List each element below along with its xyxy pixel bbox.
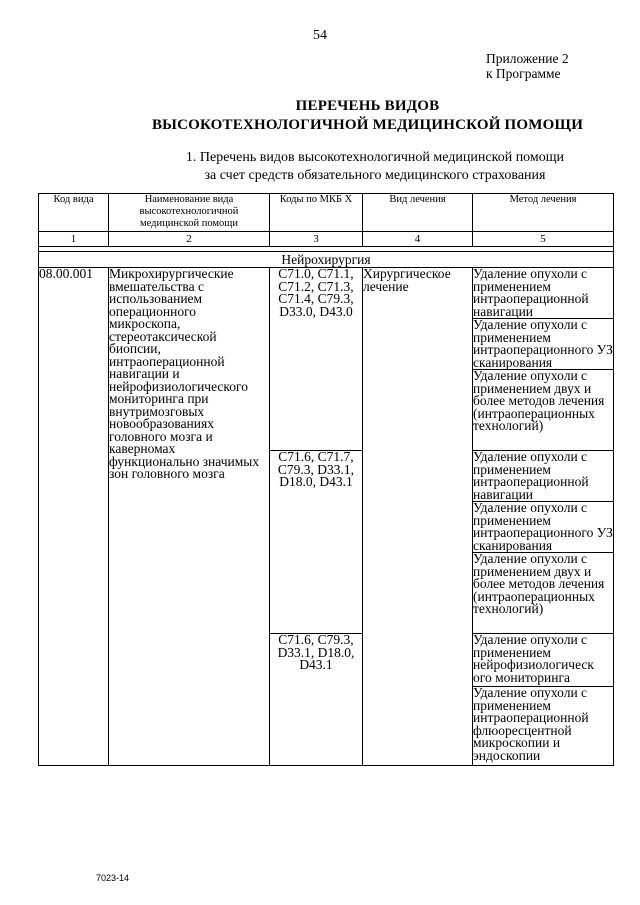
method-cell: Удаление опухоли с применением интраоперационной навигации (473, 451, 614, 502)
subtitle-line-2: за счет средств обязательного медицинского страхования (204, 168, 546, 183)
appendix-line-2: к Программе (486, 66, 561, 81)
method-cell: Удаление опухоли с применением интраоперационного УЗ сканирования (473, 317, 613, 370)
column-number-row (39, 232, 614, 247)
appendix-line-1: Приложение 2 (486, 51, 569, 66)
vmp-name-cell: Микрохирургические вмешательства с использованием операционного микроскопа, стереотаксической биопсии, интраоперационной навигации и нейрофизиологического мониторинга при внутримозговых новообразованиях головного мозга и каверномах функционально значимых зон головного мозга (109, 268, 270, 766)
document-subtitle (0, 149, 640, 185)
method-cell: Удаление опухоли с применением интраоперационной навигации (473, 268, 614, 319)
section-heading: Нейрохирургия (39, 252, 614, 268)
method-cell: Удаление опухоли с применением нейрофизиологическ ого мониторинга (473, 634, 614, 687)
page-number: 54 (313, 28, 327, 43)
header-row (39, 194, 614, 232)
subtitle-line-1: 1. Перечень видов высокотехнологичной медицинской помощи (185, 150, 565, 165)
column-number: 3 (270, 232, 363, 247)
title-line-2: ВЫСОКОТЕХНОЛОГИЧНОЙ МЕДИЦИНСКОЙ ПОМОЩИ (151, 117, 584, 133)
header-code: Код вида (39, 194, 109, 232)
header-icd-codes: Коды по МКБ X (270, 194, 363, 232)
method-cell: Удаление опухоли с применением двух и более методов лечения (интраоперационных технологий) (473, 370, 614, 451)
appendix-note (486, 51, 569, 81)
footer-code: 7023-14 (96, 873, 130, 883)
icd-codes-cell: C71.6, C71.7, C79.3, D33.1, D18.0, D43.1 (270, 451, 363, 634)
treatment-cell: Хирургическое лечение (363, 268, 473, 766)
column-number: 1 (39, 232, 109, 247)
method-cell: Удаление опухоли с применением двух и более методов лечения (интраоперационных технологий) (473, 553, 614, 634)
vmp-code-cell: 08.00.001 (39, 268, 109, 766)
header-name: Наименование вида высокотехнологичной медицинской помощи (109, 194, 270, 232)
column-number: 4 (363, 232, 473, 247)
column-number: 2 (109, 232, 270, 247)
method-cell: Удаление опухоли с применением интраоперационного УЗ сканирования (473, 500, 613, 553)
title-line-1: ПЕРЕЧЕНЬ ВИДОВ (295, 98, 440, 114)
icd-codes-cell: C71.6, C79.3, D33.1, D18.0, D43.1 (270, 634, 363, 766)
header-method: Метод лечения (473, 194, 614, 232)
icd-codes-cell: C71.0, C71.1, C71.2, C71.3, C71.4, C79.3, D33.0, D43.0 (270, 268, 363, 451)
table-row (39, 268, 614, 319)
header-treatment: Вид лечения (363, 194, 473, 232)
column-number: 5 (473, 232, 614, 247)
method-cell: Удаление опухоли с применением интраоперационной флюоресцентной микроскопии и эндоскопии (473, 687, 614, 766)
document-title (0, 97, 640, 135)
vmp-table (38, 193, 614, 766)
